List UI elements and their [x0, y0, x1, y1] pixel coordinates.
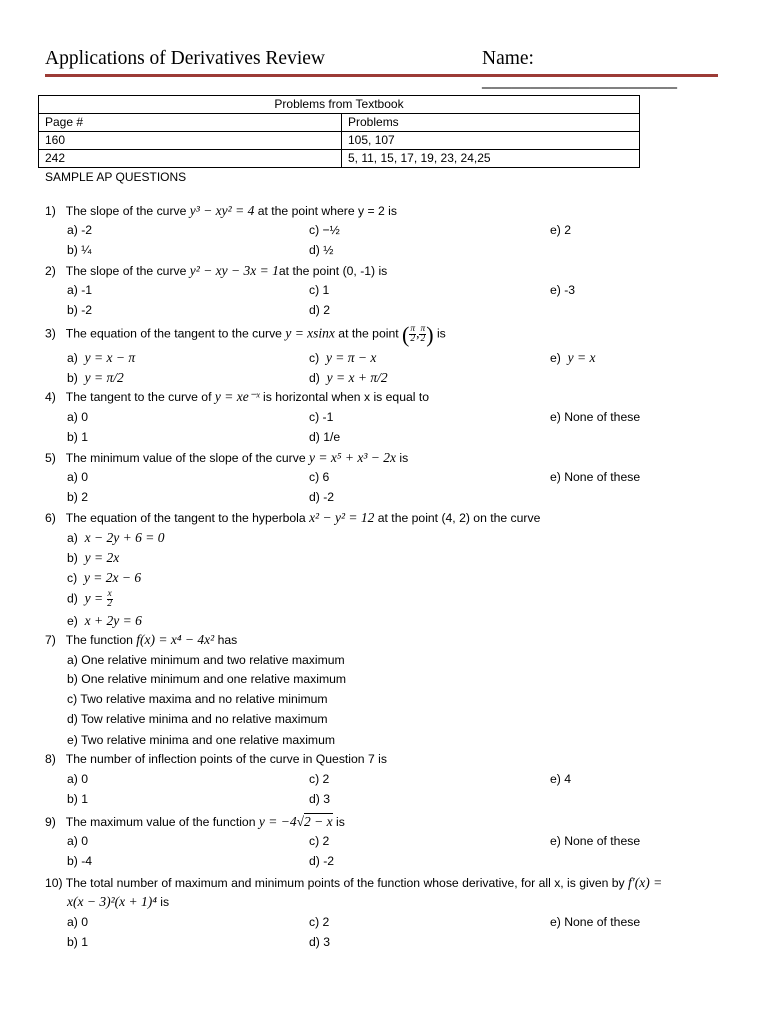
question-4	[45, 389, 429, 405]
sqrt-icon: √	[296, 814, 304, 829]
option-c: c) −½	[309, 223, 340, 237]
page-header	[45, 48, 718, 91]
option-d: d) -2	[309, 490, 335, 504]
radicand: 2 − x	[304, 814, 333, 829]
option-e: e) y = x	[550, 350, 596, 365]
question-text: The equation of the tangent to the curve	[65, 326, 286, 341]
option-a: a) 0	[67, 772, 89, 786]
option-d: d) 3	[309, 792, 331, 806]
option-d: d) 1/e	[309, 430, 341, 444]
option-a: a) 0	[67, 470, 89, 484]
option-b: b) -2	[67, 303, 93, 317]
question-number: 10)	[45, 876, 63, 890]
table-row	[39, 150, 640, 168]
question-text: at the point	[334, 326, 403, 341]
question-text: at the point (4, 2) on the curve	[374, 511, 541, 525]
option-d: d) y = $\frac{x}{2}$	[67, 589, 112, 609]
question-9	[45, 814, 345, 830]
question-7	[45, 632, 237, 648]
question-1	[45, 203, 397, 219]
option-c: c) y = 2x − 6	[67, 570, 142, 585]
option-b: b) y = π/2	[67, 370, 124, 385]
option-a: a) x − 2y + 6 = 0	[67, 530, 165, 545]
table-cell: 160	[39, 132, 342, 150]
option-a: a) -2	[67, 223, 93, 237]
option-e: e) None of these	[550, 410, 641, 424]
table-cell: 5, 11, 15, 17, 19, 23, 24,25	[342, 150, 640, 168]
option-c: c) 1	[309, 283, 330, 297]
question-math: x² − y² = 12	[309, 510, 375, 525]
question-number: 9)	[45, 815, 56, 829]
fraction: $\frac{x}{2}$	[107, 589, 112, 609]
question-math: y² − xy − 3x = 1	[189, 263, 279, 278]
question-number: 2)	[45, 264, 56, 278]
question-number: 8)	[45, 752, 56, 766]
option-b: b) 2	[67, 490, 89, 504]
question-math: y = xe⁻ˣ	[214, 389, 260, 404]
question-text: The equation of the tangent to the hyperbola	[65, 511, 310, 525]
option-d: d) 2	[309, 303, 331, 317]
option-b: b) ¼	[67, 243, 92, 257]
question-text: at the point (0, -1) is	[278, 264, 388, 278]
question-text: The function	[65, 633, 137, 647]
option-e: e) None of these	[550, 915, 641, 929]
option-d: d) 3	[309, 935, 331, 949]
option-c: c) 2	[309, 915, 330, 929]
question-math: y³ − xy² = 4	[189, 203, 255, 218]
comma: ,	[416, 325, 420, 341]
question-text: The minimum value of the slope of the curve	[65, 451, 309, 465]
question-number: 7)	[45, 633, 56, 647]
option-b: b) -4	[67, 854, 93, 868]
fraction: $\frac{\pi}{2}$	[420, 324, 426, 344]
question-math: y = x⁵ + x³ − 2x	[309, 450, 397, 465]
fraction: $\frac{\pi}{2}$	[410, 324, 416, 344]
question-text: The total number of maximum and minimum points of the function whose derivative, for all x, is given by	[65, 876, 629, 890]
question-math: f(x) = x⁴ − 4x²	[136, 632, 215, 647]
question-number: 1)	[45, 204, 56, 218]
name-field-label: Name: ____________________	[482, 48, 677, 91]
left-paren: (	[402, 322, 410, 347]
table-row	[39, 114, 640, 132]
question-3	[45, 322, 446, 347]
textbook-problems-table	[38, 95, 640, 168]
question-number: 6)	[45, 511, 56, 525]
question-8	[45, 752, 387, 767]
option-c: c) -1	[309, 410, 334, 424]
table-row	[39, 96, 640, 114]
question-text: is horizontal when x is equal to	[259, 390, 430, 404]
question-math: y = xsinx	[285, 325, 335, 341]
page-title: Applications of Derivatives Review	[45, 48, 325, 69]
option-d: d) Tow relative minima and no relative maximum	[67, 712, 328, 726]
table-row	[39, 132, 640, 150]
option-e: e) None of these	[550, 834, 641, 848]
option-c: c) Two relative maxima and no relative minimum	[67, 692, 328, 706]
question-number: 4)	[45, 390, 56, 404]
option-a: a) -1	[67, 283, 93, 297]
question-math: f′(x) =	[628, 875, 663, 890]
option-b: b) 1	[67, 430, 89, 444]
question-5	[45, 450, 408, 466]
question-text: is	[156, 895, 170, 909]
option-b: b) y = 2x	[67, 550, 120, 565]
question-text: The slope of the curve	[65, 204, 190, 218]
question-text: The tangent to the curve of	[65, 390, 215, 404]
option-c: c) y = π − x	[309, 350, 377, 365]
question-text: The slope of the curve	[65, 264, 190, 278]
option-d: d) -2	[309, 854, 335, 868]
question-number: 5)	[45, 451, 56, 465]
option-c: c) 6	[309, 470, 330, 484]
option-b: b) One relative minimum and one relative maximum	[67, 672, 347, 686]
option-a: a) y = x − π	[67, 350, 136, 365]
column-header-problems: Problems	[342, 114, 640, 132]
question-text: is	[433, 326, 446, 341]
option-b: b) 1	[67, 935, 89, 949]
option-d: d) ½	[309, 243, 334, 257]
option-e: e) None of these	[550, 470, 641, 484]
option-d: d) y = x + π/2	[309, 370, 388, 385]
option-a: a) 0	[67, 410, 89, 424]
question-text: The number of inflection points of the curve in Question 7 is	[65, 752, 387, 766]
sample-ap-heading: SAMPLE AP QUESTIONS	[45, 170, 187, 184]
question-text: is	[332, 815, 345, 829]
right-paren: )	[426, 322, 434, 347]
table-cell: 105, 107	[342, 132, 640, 150]
question-text: at the point where y = 2 is	[254, 204, 397, 218]
question-10	[45, 875, 662, 891]
table-heading: Problems from Textbook	[39, 96, 640, 114]
option-c: c) 2	[309, 772, 330, 786]
question-2	[45, 263, 387, 279]
question-text: has	[214, 633, 238, 647]
question-math: x(x − 3)²(x + 1)⁴	[67, 894, 157, 909]
option-a: a) 0	[67, 834, 89, 848]
header-rule	[45, 74, 718, 77]
option-e: e) -3	[550, 283, 576, 297]
table-cell: 242	[39, 150, 342, 168]
question-math: y = −4	[258, 814, 297, 829]
option-e: e) 4	[550, 772, 572, 786]
option-e: e) Two relative minima and one relative maximum	[67, 733, 336, 747]
question-number: 3)	[45, 326, 56, 341]
question-10-cont	[67, 894, 169, 910]
option-a: a) One relative minimum and two relative maximum	[67, 653, 345, 667]
option-e: e) 2	[550, 223, 572, 237]
option-b: b) 1	[67, 792, 89, 806]
question-6	[45, 510, 540, 526]
option-c: c) 2	[309, 834, 330, 848]
option-a: a) 0	[67, 915, 89, 929]
option-e: e) x + 2y = 6	[67, 613, 142, 628]
column-header-page: Page #	[39, 114, 342, 132]
question-text: is	[396, 451, 409, 465]
question-text: The maximum value of the function	[65, 815, 259, 829]
